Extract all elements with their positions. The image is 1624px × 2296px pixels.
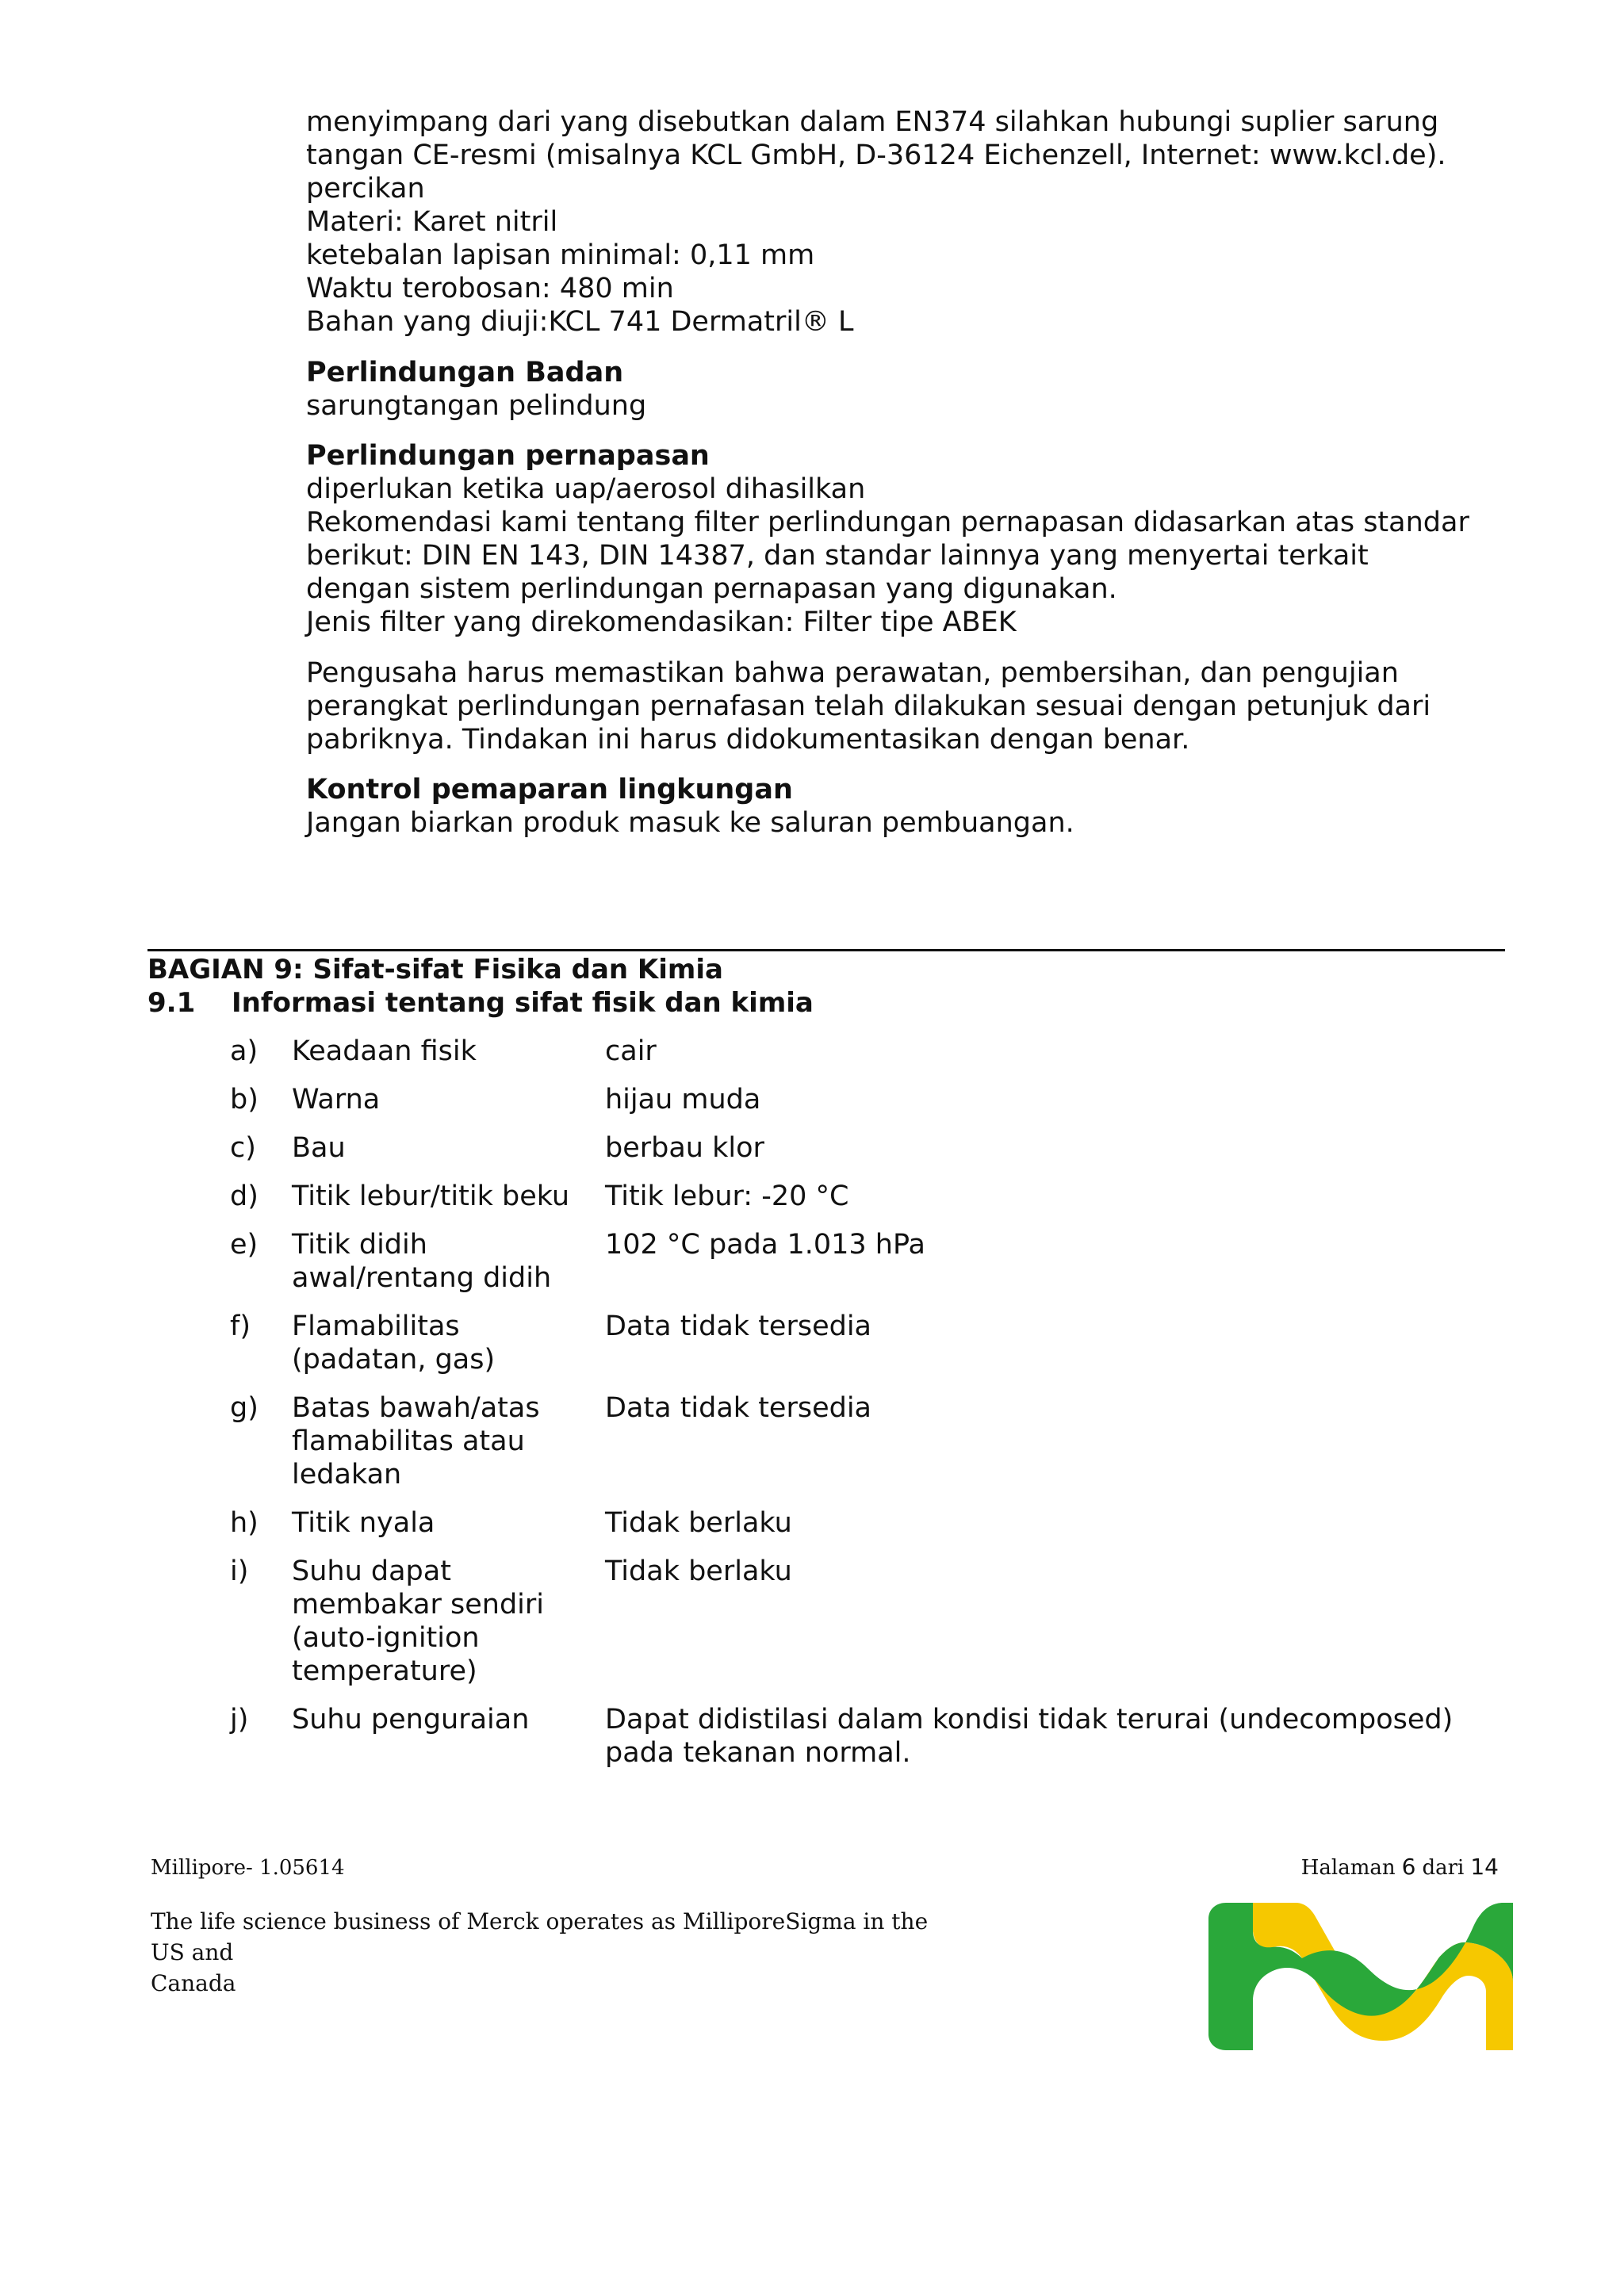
footer-note-line: Canada (151, 1970, 236, 1996)
property-row (230, 1703, 1499, 1770)
footer-note-line: The life science business of Merck operates as MilliporeSigma in the US and (151, 1908, 929, 1965)
property-label-line: Flamabilitas (292, 1311, 460, 1342)
respiratory-line: dengan sistem perlindungan pernapasan yang digunakan. (306, 573, 1117, 605)
property-label-line: flamabilitas atau (292, 1425, 525, 1457)
property-label-line: (auto-ignition (292, 1622, 480, 1654)
property-row (230, 1391, 1499, 1491)
property-letter: b) (230, 1084, 259, 1115)
property-letter: g) (230, 1392, 259, 1424)
gloves-block (306, 105, 1496, 339)
logo-yellow-shape (1253, 1903, 1513, 2050)
property-label-line: Warna (292, 1084, 381, 1115)
employer-line: Pengusaha harus memastikan bahwa perawatan, pembersihan, dan pengujian (306, 657, 1399, 689)
property-value (605, 1131, 1499, 1165)
property-label (292, 1310, 605, 1376)
property-letter: f) (230, 1311, 251, 1342)
property-value-line: Tidak berlaku (605, 1556, 792, 1587)
property-value-line: berbau klor (605, 1132, 764, 1164)
footer-product: Millipore- 1.05614 (151, 1856, 345, 1880)
property-value-line: cair (605, 1035, 657, 1067)
property-value-line: Titik lebur: -20 °C (605, 1181, 849, 1212)
gloves-line: Waktu terobosan: 480 min (306, 273, 674, 304)
property-value (605, 1391, 1499, 1491)
respiratory-line: berikut: DIN EN 143, DIN 14387, dan standar lainnya yang menyertai terkait (306, 540, 1369, 572)
section-9-title: BAGIAN 9: Sifat-sifat Fisika dan Kimia (147, 954, 723, 985)
respiratory-heading: Perlindungan pernapasan (306, 440, 710, 472)
env-control-block (306, 773, 1496, 840)
property-value-line: 102 °C pada 1.013 hPa (605, 1229, 925, 1261)
property-value-line: hijau muda (605, 1084, 761, 1115)
property-row (230, 1506, 1499, 1540)
employer-line: pabriknya. Tindakan ini harus didokumentasikan dengan benar. (306, 724, 1190, 756)
property-row (230, 1310, 1499, 1376)
property-label (292, 1083, 605, 1116)
property-value (605, 1703, 1499, 1770)
property-row (230, 1083, 1499, 1116)
property-label (292, 1555, 605, 1688)
page-total: 14 (1470, 1854, 1499, 1880)
property-label-line: ledakan (292, 1459, 402, 1490)
property-value (605, 1310, 1499, 1376)
subsection-title: Informasi tentang sifat fisik dan kimia (232, 987, 814, 1019)
property-label (292, 1180, 605, 1213)
property-label-line: Suhu dapat (292, 1556, 451, 1587)
gloves-line: tangan CE-resmi (misalnya KCL GmbH, D-36124 Eichenzell, Internet: www.kcl.de). (306, 140, 1446, 171)
property-label (292, 1035, 605, 1068)
properties-list (230, 1035, 1499, 1785)
employer-block (306, 656, 1496, 756)
property-label (292, 1131, 605, 1165)
merck-logo (1208, 1903, 1513, 2050)
gloves-line: menyimpang dari yang disebutkan dalam EN374 silahkan hubungi suplier sarung (306, 106, 1439, 138)
gloves-line: ketebalan lapisan minimal: 0,11 mm (306, 239, 815, 271)
gloves-line: Materi: Karet nitril (306, 206, 558, 238)
property-value (605, 1035, 1499, 1068)
property-letter: i) (230, 1556, 249, 1587)
property-label-line: Titik didih (292, 1229, 427, 1261)
property-label-line: Batas bawah/atas (292, 1392, 540, 1424)
property-label-line: Titik nyala (292, 1507, 435, 1539)
property-value (605, 1506, 1499, 1540)
property-row (230, 1035, 1499, 1068)
page-of-label: dari (1422, 1856, 1465, 1880)
property-label-line: Suhu penguraian (292, 1704, 530, 1735)
property-label-line: (padatan, gas) (292, 1344, 496, 1376)
property-value (605, 1180, 1499, 1213)
employer-line: perangkat perlindungan pernafasan telah dilakukan sesuai dengan petunjuk dari (306, 691, 1431, 722)
property-letter: d) (230, 1181, 259, 1212)
property-value-line: Dapat didistilasi dalam kondisi tidak terurai (undecomposed) (605, 1704, 1454, 1735)
body-protection-block (306, 356, 1496, 423)
property-label-line: Keadaan fisik (292, 1035, 477, 1067)
respiratory-line: Jenis filter yang direkomendasikan: Filter tipe ABEK (306, 607, 1017, 638)
property-row (230, 1228, 1499, 1295)
property-letter: c) (230, 1132, 256, 1164)
property-letter: a) (230, 1035, 259, 1067)
property-row (230, 1131, 1499, 1165)
property-letter: j) (230, 1704, 249, 1735)
section-divider (147, 949, 1505, 951)
respiratory-line: Rekomendasi kami tentang filter perlindungan pernapasan didasarkan atas standar (306, 507, 1469, 538)
property-value-line: Tidak berlaku (605, 1507, 792, 1539)
page-current: 6 (1401, 1854, 1416, 1880)
property-letter: e) (230, 1229, 259, 1261)
property-row (230, 1180, 1499, 1213)
subsection-number: 9.1 (147, 987, 196, 1019)
property-label-line: membakar sendiri (292, 1589, 545, 1621)
env-control-text: Jangan biarkan produk masuk ke saluran pembuangan. (306, 807, 1074, 839)
property-value (605, 1555, 1499, 1688)
body-protection-heading: Perlindungan Badan (306, 357, 624, 388)
respiratory-line: diperlukan ketika uap/aerosol dihasilkan (306, 473, 866, 505)
property-value (605, 1083, 1499, 1116)
property-letter: h) (230, 1507, 259, 1539)
property-label (292, 1228, 605, 1295)
property-value (605, 1228, 1499, 1295)
property-value-line: Data tidak tersedia (605, 1392, 872, 1424)
property-value-line: Data tidak tersedia (605, 1311, 872, 1342)
respiratory-block (306, 439, 1496, 639)
footer-note (151, 1906, 944, 1999)
property-value-line: pada tekanan normal. (605, 1737, 911, 1769)
property-label-line: Titik lebur/titik beku (292, 1181, 570, 1212)
property-label (292, 1703, 605, 1770)
gloves-line: percikan (306, 173, 425, 205)
page-label: Halaman (1300, 1856, 1396, 1880)
body-protection-text: sarungtangan pelindung (306, 390, 647, 422)
page-number (1301, 1854, 1505, 1881)
property-label-line: Bau (292, 1132, 346, 1164)
property-label-line: temperature) (292, 1655, 477, 1687)
property-label-line: awal/rentang didih (292, 1262, 552, 1294)
property-row (230, 1555, 1499, 1688)
gloves-line: Bahan yang diuji:KCL 741 Dermatril® L (306, 306, 854, 338)
env-control-heading: Kontrol pemaparan lingkungan (306, 774, 793, 806)
property-label (292, 1506, 605, 1540)
property-label (292, 1391, 605, 1491)
